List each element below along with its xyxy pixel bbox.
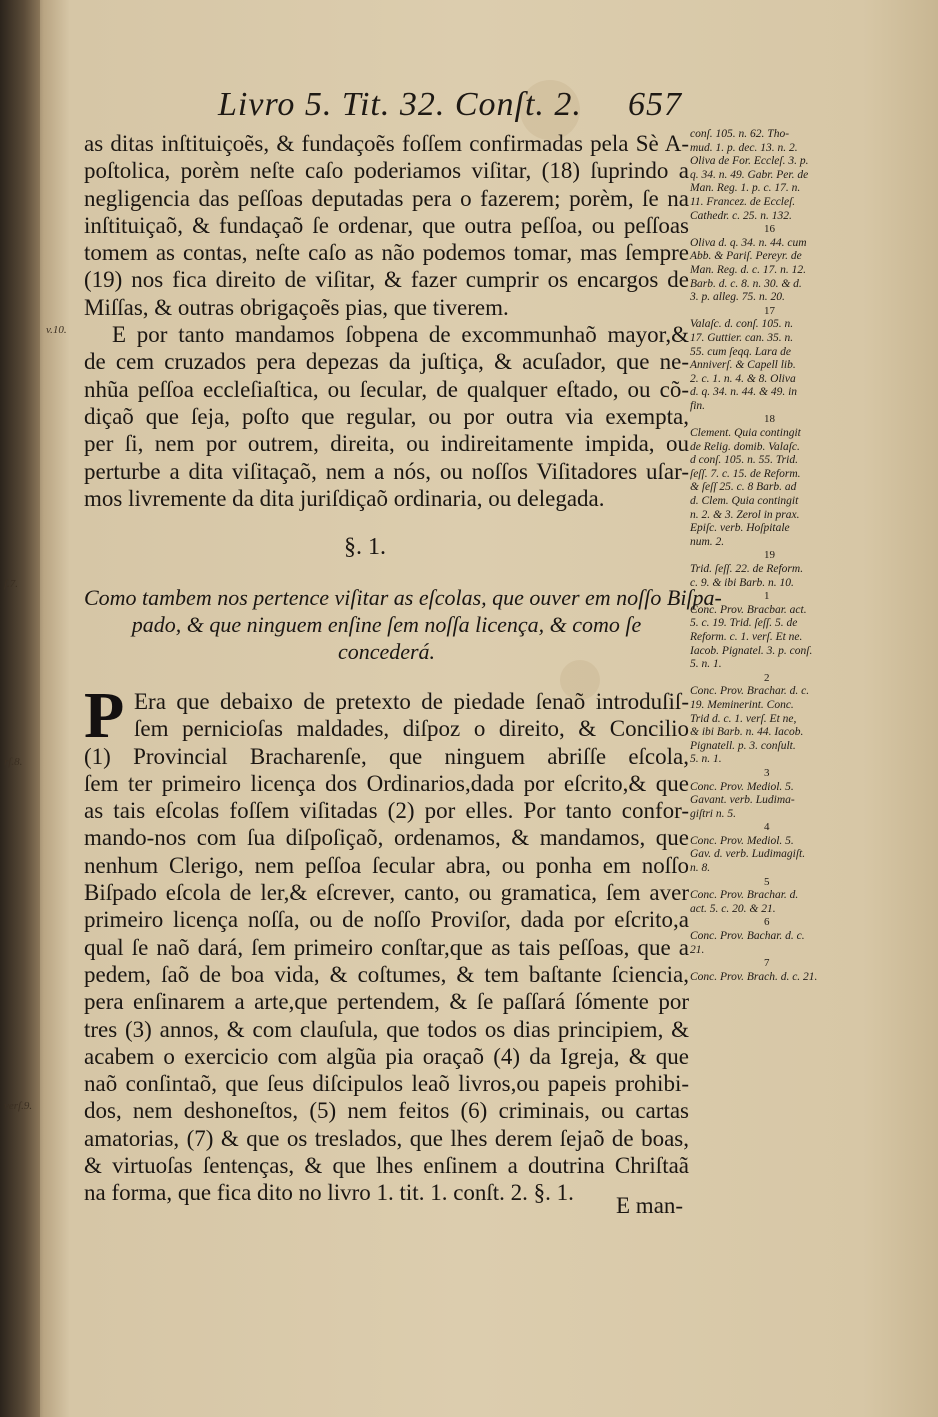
- text-line: (19) nos fica direito de viſitar, & fazer cumprir os encargos de: [84, 267, 689, 293]
- side-note-line: 5. c. 19. Trid. ſeſſ. 5. de: [690, 617, 798, 630]
- side-note-line: Clement. Quia contingit: [690, 427, 801, 440]
- text-line: pera enſinarem a arte,que pertendem, & ſe paſſará ſómente por: [84, 989, 689, 1015]
- side-note-line: 17. Guttier. can. 35. n.: [690, 331, 794, 344]
- side-note-line: Trid. ſeſſ. 22. de Reform.: [690, 563, 804, 575]
- side-note-line: act. 5. c. 20. & 21.: [690, 902, 776, 915]
- side-note-number: 1: [764, 590, 770, 603]
- text-line: ſem ter primeiro licença dos Ordinarios,dada por eſcrito,& que: [84, 770, 689, 796]
- text-line: Miſſas, & outras obrigaçoẽs pias, que tiverem.: [84, 294, 509, 320]
- side-note-line: fin.: [690, 399, 706, 412]
- side-note-line: Conc. Prov. Bracbar. act.: [690, 603, 807, 616]
- side-note-number: 2: [764, 671, 770, 684]
- side-note-line: Gavant. verb. Ludima-: [690, 794, 795, 807]
- side-notes-column: [690, 128, 850, 984]
- side-note-line: Conc. Prov. Mediol. 5.: [690, 780, 794, 793]
- side-note-number: 6: [764, 916, 770, 929]
- side-note-line: Pignatell. p. 3. conſult.: [690, 739, 796, 752]
- side-note-line: 2. c. 1. n. 4. & 8. Oliva: [690, 372, 796, 385]
- side-note-line: Conc. Prov. Brachar. d. c.: [690, 685, 810, 698]
- side-note-line: 21.: [690, 943, 705, 956]
- side-note-number: 16: [764, 223, 775, 236]
- text-line: as tais eſcolas foſſem viſitadas (2) por elles. Por tanto confor-: [84, 798, 689, 824]
- side-note-line: de Relig. domib. Valaſc.: [690, 440, 800, 453]
- text-line: inſtituiçaõ, & fundaçaõ ſe ordenar, que outra peſſoa, ou peſſoas: [84, 212, 689, 238]
- text-line: naõ conſintaõ, que ſeus diſcipulos leaõ livros,ou papeis prohibi-: [84, 1071, 689, 1097]
- left-margin-note: ſ.7.: [4, 578, 19, 590]
- side-note-line: conſ. 105. n. 62. Tho-: [690, 128, 790, 140]
- side-note-line: Oliva de For. Eccleſ. 3. p.: [690, 155, 809, 168]
- side-note-line: Reform. c. 1. verſ. Et ne.: [690, 630, 803, 643]
- side-note-line: & ibi Barb. n. 44. Iacob.: [690, 726, 804, 739]
- catchword: E man-: [616, 1193, 684, 1218]
- side-note-line: ſeſſ. 7. c. 15. de Reform.: [690, 467, 801, 480]
- side-note-line: 11. Francez. de Eccleſ.: [690, 195, 796, 208]
- side-note-line: Anniverſ. & Capell lib.: [690, 359, 796, 372]
- section-title-line: Como tambem nos pertence viſitar as eſcolas, que ouver em noſſo Biſpa-: [84, 585, 722, 610]
- text-line: negligencia das peſſoas deputadas pera o fazerem; porèm, ſe na: [84, 185, 689, 211]
- side-note-line: 3. p. alleg. 75. n. 20.: [690, 291, 785, 304]
- side-note-line: 5. n. 1.: [690, 658, 722, 671]
- text-line: acabem o exercicio com algũa pia oraçaõ (4) da Igreja, & que: [84, 1043, 689, 1069]
- text-line: primeiro licença noſſa, ou de noſſo Proviſor, dada por eſcrito,a: [84, 907, 689, 933]
- side-note-line: Cathedr. c. 25. n. 132.: [690, 209, 792, 222]
- text-line: nhũa peſſoa eccleſiaſtica, ou ſecular, de qualquer eſtado, ou cõ-: [84, 376, 689, 402]
- text-line: pedem, ſaõ de boa vida, & coſtumes, & tem baſtante ſciencia,: [84, 961, 689, 987]
- left-margin-note: verſ.9.: [4, 1100, 33, 1112]
- left-margin-note: rſ.8.: [4, 756, 23, 768]
- text-line: as ditas inſtituiçoẽs, & fundaçoẽs foſſem confirmadas pela Sè A-: [84, 131, 689, 156]
- side-note-number: 18: [764, 413, 775, 426]
- side-note-line: Conc. Prov. Bachar. d. c.: [690, 930, 805, 943]
- text-line: na forma, que fica dito no livro 1. tit. 1. conſt. 2. §. 1.: [84, 1180, 574, 1206]
- running-title: Livro 5. Tit. 32. Conſt. 2.: [218, 86, 582, 123]
- side-note-number: 7: [764, 957, 770, 970]
- text-line: de cem cruzados pera depezas da juſtiça, & acuſador, que ne-: [84, 349, 689, 375]
- page-number: 657: [628, 86, 682, 123]
- side-note-line: c. 9. & ibi Barb. n. 10.: [690, 576, 794, 589]
- text-line: & virtuoſas ſentenças, & que lhes enſinem a doutrina Chriſtaã: [84, 1153, 689, 1179]
- side-note-line: Abb. & Pariſ. Pereyr. de: [690, 250, 802, 263]
- section-title-line: pado, & que ninguem enſine ſem noſſa licença, & como ſe: [131, 612, 642, 637]
- side-note-line: mud. 1. p. dec. 13. n. 2.: [690, 141, 798, 154]
- side-note-line: Man. Reg. 1. p. c. 17. n.: [690, 182, 801, 195]
- text-line: tres (3) annos, & com clauſula, que todos os dias principiem, &: [84, 1016, 689, 1042]
- side-note-number: 4: [764, 821, 770, 834]
- side-note-line: Oliva d. q. 34. n. 44. cum: [690, 236, 807, 249]
- side-note-line: Man. Reg. d. c. 17. n. 12.: [690, 263, 806, 276]
- left-margin-note: v.10.: [46, 324, 67, 336]
- side-note-line: Trid d. c. 1. verſ. Et ne,: [690, 712, 797, 725]
- side-note-line: & ſeſſ 25. c. 8 Barb. ad: [690, 481, 797, 494]
- drop-cap: P: [84, 679, 125, 752]
- main-text-block: [84, 130, 689, 512]
- side-note-line: n. 2. & 3. Zerol in prax.: [690, 508, 800, 521]
- side-note-number: 3: [764, 766, 770, 779]
- text-line: E por tanto mandamos ſobpena de excommunhaõ mayor,&: [112, 322, 689, 348]
- text-line: per ſi, nem por outrem, direita, ou indireitamente impida, ou: [84, 431, 689, 457]
- side-note-line: Barb. d. c. 8. n. 30. & d.: [690, 277, 802, 290]
- text-line: qual ſe naõ dará, ſem primeiro conſtar,que as tais peſſoas, que a: [84, 934, 689, 960]
- side-note-line: 19. Meminerint. Conc.: [690, 698, 794, 711]
- side-note-line: Conc. Prov. Brachar. d.: [690, 889, 799, 902]
- text-line: diçaõ que ſeja, poſto que regular, ou por outra via exempta,: [84, 403, 689, 429]
- side-note-line: Conc. Prov. Brach. d. c. 21.: [690, 970, 818, 983]
- side-note-line: d. q. 34. n. 44. & 49. in: [690, 386, 798, 399]
- section-title-line: concederá.: [337, 639, 436, 664]
- text-line: (1) Provincial Bracharenſe, que ninguem abriſſe eſcola,: [84, 743, 689, 769]
- text-line: Era que debaixo de pretexto de piedade ſenaõ introduſiſ-: [134, 689, 689, 714]
- side-note-line: d conſ. 105. n. 55. Trid.: [690, 454, 798, 467]
- text-line: mando-nos com ſua diſpoſiçaõ, ordenamos, & mandamos, que: [84, 825, 689, 851]
- text-line: nenhum Clerigo, nem peſſoa ſecular abra, ou ponha em noſſo: [84, 852, 689, 878]
- side-note-line: n. 8.: [690, 862, 711, 875]
- section-mark: §. 1.: [344, 534, 386, 560]
- side-note-line: Conc. Prov. Mediol. 5.: [690, 834, 794, 847]
- side-note-line: Iacob. Pignatel. 3. p. conſ.: [690, 644, 813, 657]
- side-note-line: 5. n. 1.: [690, 753, 722, 766]
- side-note-line: 55. cum ſeqq. Lara de: [690, 345, 791, 358]
- book-gutter: [0, 0, 40, 1417]
- text-line: mos livremente da dita juriſdiçaõ ordinaria, ou delegada.: [84, 485, 605, 511]
- side-note-number: 17: [764, 304, 775, 317]
- side-note-line: giſtri n. 5.: [690, 807, 737, 820]
- text-line: Biſpado eſcola de ler,& eſcrever, canto, ou gramatica, ſem aver: [84, 880, 689, 906]
- second-paragraph: [84, 679, 689, 1207]
- side-note-line: Gav. d. verb. Ludimagiſt.: [690, 848, 806, 861]
- side-note-line: Epiſc. verb. Hoſpitale: [690, 522, 790, 535]
- running-header: [218, 86, 698, 132]
- text-line: poſtolica, porèm neſte caſo poderiamos viſitar, (18) ſuprindo a: [84, 158, 689, 184]
- side-note-number: 5: [764, 875, 770, 888]
- text-line: ſem pernicioſas maldades, diſpoz o direito, & Concilio: [134, 716, 689, 742]
- side-note-line: q. 34. n. 49. Gabr. Per. de: [690, 168, 809, 181]
- text-line: amatorias, (7) & que os treslados, que lhes derem ſejaõ de boas,: [84, 1125, 689, 1151]
- text-line: perturbe a dita viſitaçaõ, nem a nós, ou noſſos Viſitadores uſar-: [84, 458, 689, 484]
- side-note-line: Valaſc. d. conſ. 105. n.: [690, 318, 794, 331]
- side-note-number: 19: [764, 549, 775, 562]
- side-note-line: d. Clem. Quia contingit: [690, 495, 799, 508]
- text-line: dos, nem deshoneſtos, (5) nem feitos (6) criminais, ou cartas: [84, 1098, 689, 1124]
- side-note-line: num. 2.: [690, 535, 725, 548]
- text-line: tomem as contas, neſte caſo as não podemos tomar, mas ſempre: [84, 240, 689, 266]
